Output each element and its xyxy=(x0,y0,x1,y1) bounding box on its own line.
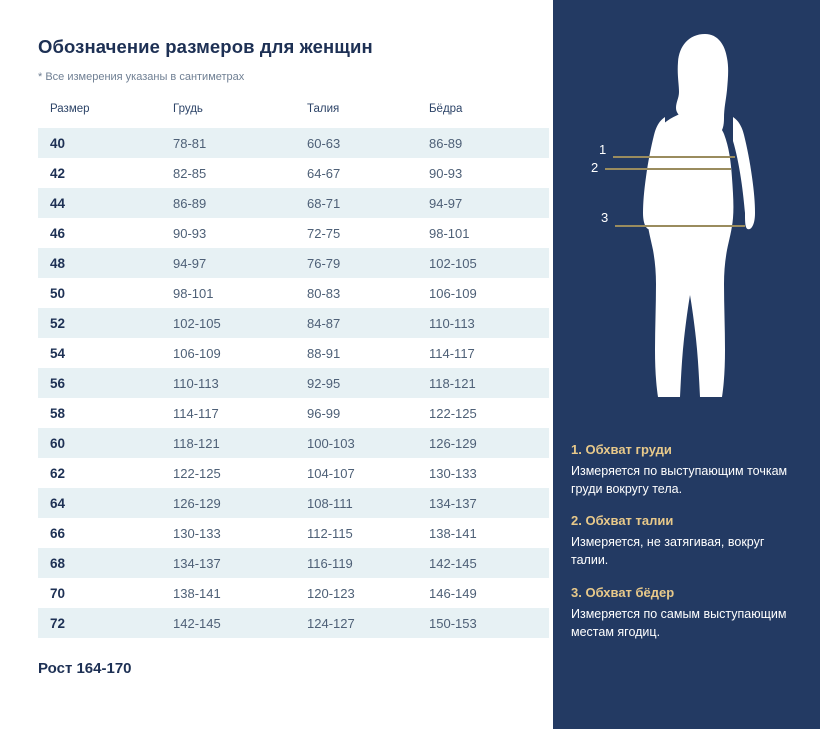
cell-size: 58 xyxy=(38,398,173,428)
column-header-waist: Талия xyxy=(307,103,340,115)
cell-bust: 138-141 xyxy=(173,578,307,608)
cell-hips: 114-117 xyxy=(429,338,549,368)
table-row xyxy=(38,188,549,218)
table-row xyxy=(38,218,549,248)
cell-bust: 82-85 xyxy=(173,158,307,188)
cell-size: 70 xyxy=(38,578,173,608)
cell-size: 50 xyxy=(38,278,173,308)
cell-bust: 86-89 xyxy=(173,188,307,218)
cell-size: 46 xyxy=(38,218,173,248)
cell-bust: 142-145 xyxy=(173,608,307,638)
table-row xyxy=(38,578,549,608)
cell-size: 48 xyxy=(38,248,173,278)
cell-hips: 98-101 xyxy=(429,218,549,248)
measurement-notes xyxy=(553,430,820,641)
cell-waist: 108-111 xyxy=(307,488,429,518)
measurement-guide-panel xyxy=(553,0,820,729)
column-header-hips: Бёдра xyxy=(429,103,463,115)
cell-waist: 116-119 xyxy=(307,548,429,578)
cell-bust: 126-129 xyxy=(173,488,307,518)
cell-waist: 64-67 xyxy=(307,158,429,188)
cell-hips: 122-125 xyxy=(429,398,549,428)
cell-hips: 150-153 xyxy=(429,608,549,638)
table-row xyxy=(38,458,549,488)
note-bust-title: 1. Обхват груди xyxy=(571,442,672,457)
cell-size: 68 xyxy=(38,548,173,578)
table-row xyxy=(38,548,549,578)
cell-bust: 98-101 xyxy=(173,278,307,308)
table-row xyxy=(38,518,549,548)
cell-size: 66 xyxy=(38,518,173,548)
height-range: Рост 164-170 xyxy=(38,660,132,677)
table-row xyxy=(38,248,549,278)
silhouette-shape xyxy=(643,34,755,397)
cell-size: 56 xyxy=(38,368,173,398)
cell-bust: 78-81 xyxy=(173,128,307,158)
note-bust xyxy=(571,442,800,498)
cell-size: 72 xyxy=(38,608,173,638)
cell-hips: 86-89 xyxy=(429,128,549,158)
table-row xyxy=(38,278,549,308)
cell-bust: 94-97 xyxy=(173,248,307,278)
note-waist-body: Измеряется, не затягивая, вокруг талии. xyxy=(571,535,765,568)
note-hips xyxy=(571,585,800,641)
cell-hips: 94-97 xyxy=(429,188,549,218)
cell-waist: 100-103 xyxy=(307,428,429,458)
cell-hips: 130-133 xyxy=(429,458,549,488)
marker-label-1: 1 xyxy=(599,142,607,157)
cell-hips: 110-113 xyxy=(429,308,549,338)
cell-waist: 80-83 xyxy=(307,278,429,308)
cell-hips: 138-141 xyxy=(429,518,549,548)
cell-waist: 124-127 xyxy=(307,608,429,638)
cell-hips: 126-129 xyxy=(429,428,549,458)
cell-size: 60 xyxy=(38,428,173,458)
table-header-row xyxy=(38,103,549,128)
cell-waist: 84-87 xyxy=(307,308,429,338)
cell-waist: 68-71 xyxy=(307,188,429,218)
cell-bust: 102-105 xyxy=(173,308,307,338)
note-waist xyxy=(571,513,800,569)
cell-bust: 118-121 xyxy=(173,428,307,458)
cell-waist: 96-99 xyxy=(307,398,429,428)
cell-size: 54 xyxy=(38,338,173,368)
cell-waist: 120-123 xyxy=(307,578,429,608)
cell-hips: 134-137 xyxy=(429,488,549,518)
marker-label-2: 2 xyxy=(591,160,599,175)
cell-hips: 146-149 xyxy=(429,578,549,608)
cell-size: 42 xyxy=(38,158,173,188)
female-figure-illustration xyxy=(553,0,820,430)
cell-hips: 118-121 xyxy=(429,368,549,398)
cell-waist: 92-95 xyxy=(307,368,429,398)
column-header-size: Размер xyxy=(50,103,90,115)
cell-bust: 122-125 xyxy=(173,458,307,488)
cell-bust: 130-133 xyxy=(173,518,307,548)
table-row xyxy=(38,398,549,428)
cell-waist: 72-75 xyxy=(307,218,429,248)
note-waist-title: 2. Обхват талии xyxy=(571,513,674,529)
table-row xyxy=(38,338,549,368)
cell-size: 44 xyxy=(38,188,173,218)
table-row xyxy=(38,158,549,188)
table-row xyxy=(38,308,549,338)
cell-waist: 88-91 xyxy=(307,338,429,368)
table-row xyxy=(38,428,549,458)
cell-waist: 60-63 xyxy=(307,128,429,158)
cell-hips: 90-93 xyxy=(429,158,549,188)
column-header-bust: Грудь xyxy=(173,103,203,115)
cell-waist: 104-107 xyxy=(307,458,429,488)
cell-hips: 106-109 xyxy=(429,278,549,308)
cell-bust: 134-137 xyxy=(173,548,307,578)
marker-label-3: 3 xyxy=(601,210,609,225)
cell-size: 40 xyxy=(38,128,173,158)
table-row xyxy=(38,368,549,398)
page-title: Обозначение размеров для женщин xyxy=(38,36,373,57)
cell-bust: 106-109 xyxy=(173,338,307,368)
cell-bust: 114-117 xyxy=(173,398,307,428)
note-bust-body: Измеряется по выступающим точкам груди вокругу тела. xyxy=(571,464,788,497)
note-hips-body: Измеряется по самым выступающим местам ягодиц. xyxy=(571,606,787,639)
cell-size: 52 xyxy=(38,308,173,338)
body-silhouette-svg xyxy=(553,0,820,430)
table-row xyxy=(38,488,549,518)
cell-waist: 112-115 xyxy=(307,518,429,548)
cell-bust: 110-113 xyxy=(173,368,307,398)
cell-hips: 142-145 xyxy=(429,548,549,578)
cell-size: 64 xyxy=(38,488,173,518)
cell-bust: 90-93 xyxy=(173,218,307,248)
table-row xyxy=(38,608,549,638)
units-note: * Все измерения указаны в сантиметрах xyxy=(38,71,245,83)
table-row xyxy=(38,128,549,158)
cell-size: 62 xyxy=(38,458,173,488)
note-hips-title: 3. Обхват бёдер xyxy=(571,584,675,600)
size-table xyxy=(38,103,549,638)
cell-hips: 102-105 xyxy=(429,248,549,278)
cell-waist: 76-79 xyxy=(307,248,429,278)
